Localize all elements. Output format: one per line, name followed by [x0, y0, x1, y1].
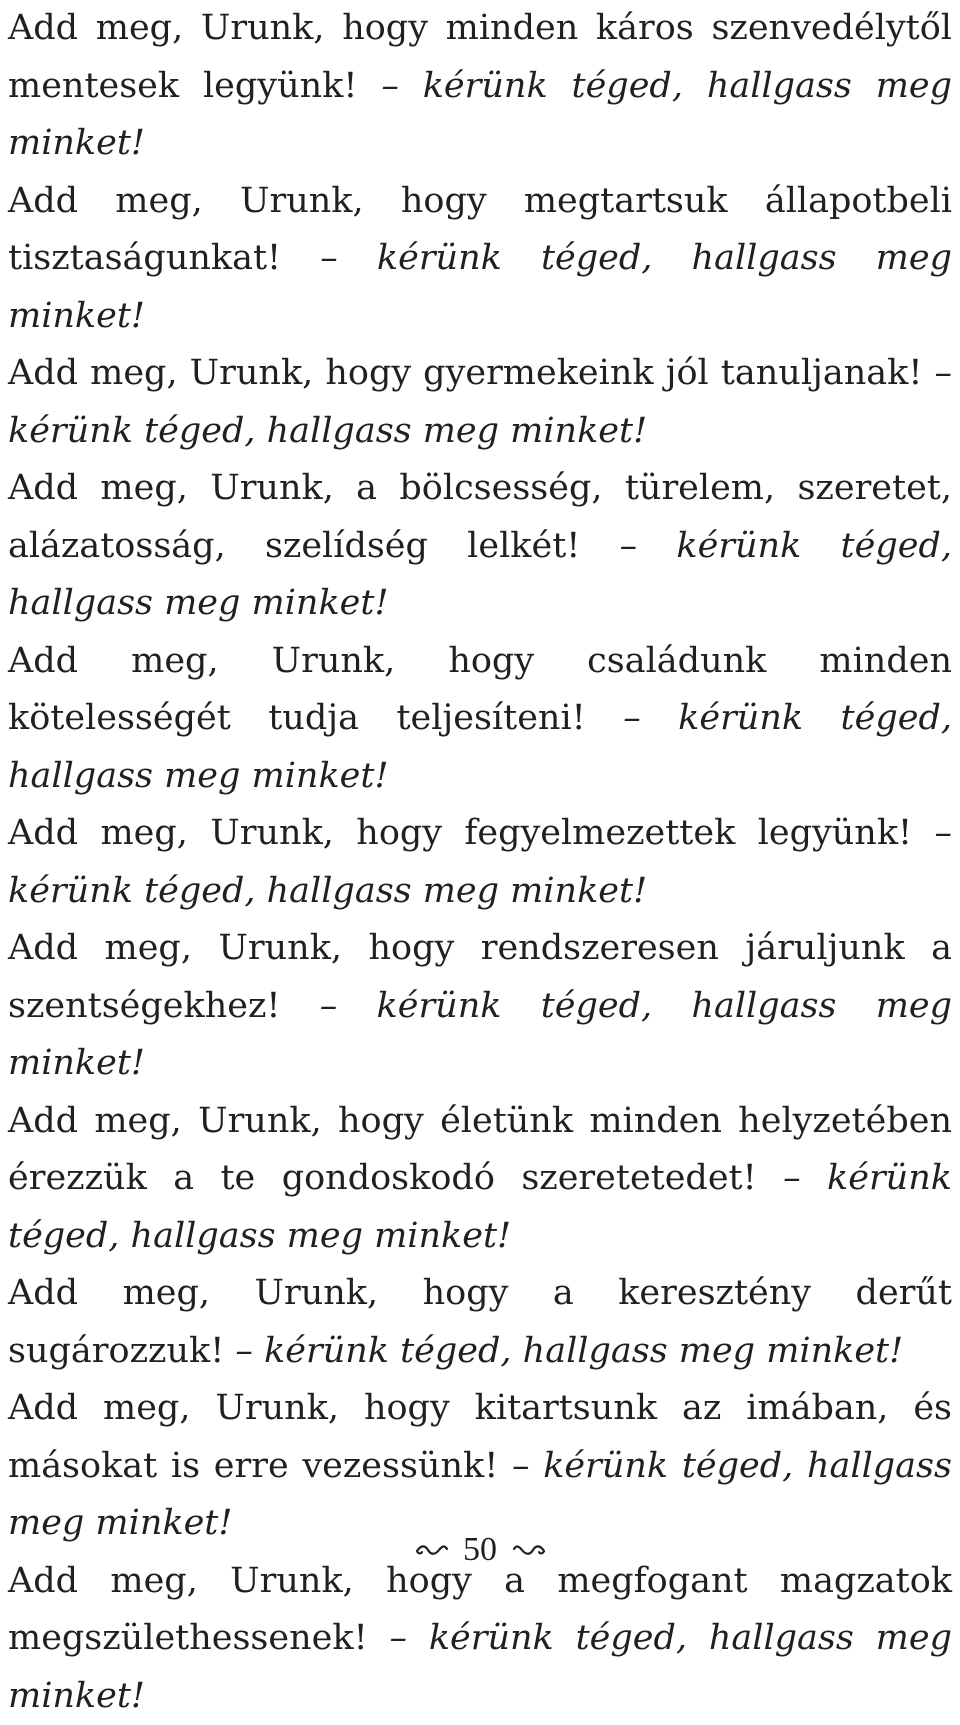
petition-prayer: Add meg, Urunk, hogy megtartsuk állapotbeli tisztaságunkat!: [8, 181, 952, 279]
page-footer: [0, 1524, 960, 1574]
petition-response: – kérünk téged, hallgass meg minket!: [8, 698, 952, 796]
petition-prayer: Add meg, Urunk, hogy gyermekeink jól tanuljanak!: [8, 353, 922, 393]
petition-response: – kérünk téged, hallgass meg minket!: [8, 1618, 952, 1716]
petition-response: – kérünk téged, hallgass meg minket!: [8, 1446, 952, 1544]
petition-response: – kérünk téged, hallgass meg minket!: [8, 1158, 952, 1256]
page-number: 50: [463, 1526, 497, 1574]
petition-response: – kérünk téged, hallgass meg minket!: [8, 238, 952, 336]
petition: [8, 173, 952, 346]
petition: [8, 805, 952, 920]
petition: [8, 0, 952, 173]
petition-prayer: Add meg, Urunk, hogy családunk minden kötelességét tudja teljesíteni!: [8, 641, 952, 739]
petition-response: – kérünk téged, hallgass meg minket!: [235, 1331, 903, 1371]
petition-prayer: Add meg, Urunk, hogy kitartsunk az imában, és másokat is erre vezessünk!: [8, 1388, 952, 1486]
petition-prayer: Add meg, Urunk, hogy életünk minden helyzetében érezzük a te gondoskodó szeretetedet!: [8, 1101, 952, 1199]
swash-ornament-left-icon: [415, 1542, 449, 1558]
swash-ornament-right-icon: [512, 1542, 546, 1558]
petition-prayer: Add meg, Urunk, hogy a keresztény derűt sugározzuk!: [8, 1273, 952, 1371]
petition: [8, 633, 952, 806]
petition-response: – kérünk téged, hallgass meg minket!: [8, 66, 952, 164]
petition: [8, 1553, 952, 1725]
petition-prayer: Add meg, Urunk, a bölcsesség, türelem, szeretet, alázatosság, szelídség lelkét!: [8, 468, 952, 566]
petition-prayer: Add meg, Urunk, hogy rendszeresen járuljunk a szentségekhez!: [8, 928, 952, 1026]
page-body: [8, 0, 952, 1725]
petition-prayer: Add meg, Urunk, hogy minden káros szenvedélytől mentesek legyünk!: [8, 8, 952, 106]
petition-response: – kérünk téged, hallgass meg minket!: [8, 813, 952, 911]
petition-response: – kérünk téged, hallgass meg minket!: [8, 986, 952, 1084]
petition: [8, 1093, 952, 1266]
petition: [8, 345, 952, 460]
petition-response: – kérünk téged, hallgass meg minket!: [8, 526, 952, 624]
petition: [8, 920, 952, 1093]
petition-prayer: Add meg, Urunk, hogy fegyelmezettek legyünk!: [8, 813, 912, 853]
petition-prayer: Add meg, Urunk, hogy a megfogant magzatok megszülethessenek!: [8, 1561, 952, 1659]
petition: [8, 460, 952, 633]
petition: [8, 1265, 952, 1380]
petition-response: – kérünk téged, hallgass meg minket!: [8, 353, 952, 451]
